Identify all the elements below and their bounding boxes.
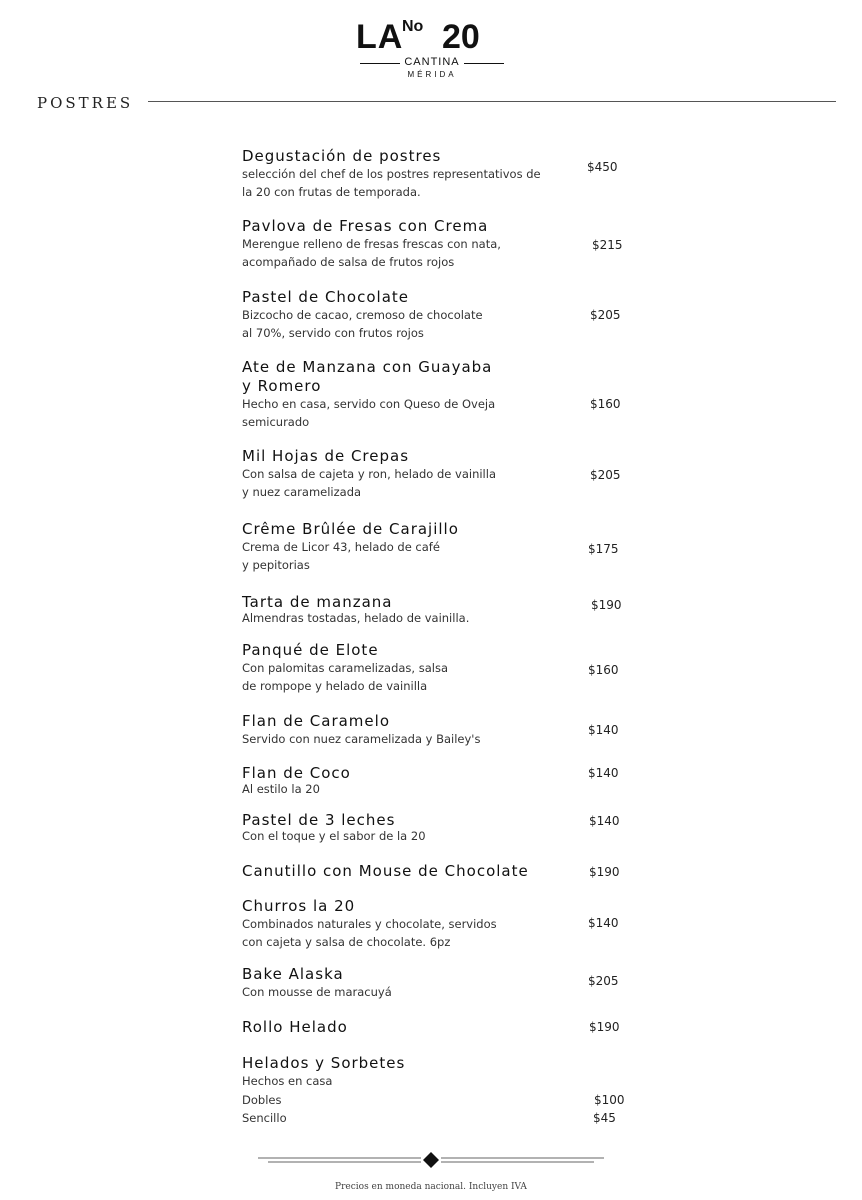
item-price: $160 <box>590 397 621 411</box>
item-description: Hecho en casa, servido con Queso de Oveja <box>242 397 496 411</box>
item-price: $175 <box>588 542 619 556</box>
item-price: $140 <box>588 723 619 737</box>
item-description: y pepitorias <box>242 557 310 572</box>
restaurant-logo <box>356 20 508 82</box>
item-name: Canutillo con Mouse de Chocolate <box>242 862 529 880</box>
item-price: $190 <box>589 865 620 879</box>
item-description: la 20 con frutas de temporada. <box>242 184 421 199</box>
item-name: y Romero <box>242 377 322 395</box>
item-name: Bake Alaska <box>242 965 344 983</box>
menu-item <box>242 147 582 201</box>
menu-item <box>242 1018 582 1037</box>
item-description: selección del chef de los postres representativos de <box>242 167 541 181</box>
item-price: $190 <box>589 1020 620 1034</box>
menu-item <box>242 965 582 1002</box>
menu-item <box>242 712 582 749</box>
item-name: Rollo Helado <box>242 1018 348 1036</box>
item-description: Al estilo la 20 <box>242 782 320 796</box>
item-name: Mil Hojas de Crepas <box>242 447 410 465</box>
item-description: al 70%, servido con frutos rojos <box>242 325 424 340</box>
item-description: y nuez caramelizada <box>242 484 362 499</box>
item-description: con cajeta y salsa de chocolate. 6pz <box>242 934 451 949</box>
item-price: $205 <box>590 308 621 322</box>
item-name: Helados y Sorbetes <box>242 1054 406 1072</box>
menu-item <box>242 288 582 342</box>
item-price: $450 <box>587 160 618 174</box>
logo-city: MÉRIDA <box>407 70 457 79</box>
item-description: Servido con nuez caramelizada y Bailey's <box>242 732 481 746</box>
item-price: $140 <box>589 814 620 828</box>
menu-item <box>242 358 582 431</box>
logo-cantina: CANTINA <box>404 56 460 68</box>
helados-option-price: $45 <box>593 1111 616 1125</box>
item-name: Panqué de Elote <box>242 641 379 659</box>
item-description: acompañado de salsa de frutos rojos <box>242 254 455 269</box>
item-description: Con el toque y el sabor de la 20 <box>242 829 426 843</box>
logo-no: No <box>402 18 424 35</box>
menu-item <box>242 520 582 574</box>
item-name: Crême Brûlée de Carajillo <box>242 520 459 538</box>
item-price: $160 <box>588 663 619 677</box>
item-price: $205 <box>590 468 621 482</box>
item-price: $140 <box>588 766 619 780</box>
item-price: $215 <box>592 238 623 252</box>
menu-item <box>242 593 582 625</box>
item-description: Con palomitas caramelizadas, salsa <box>242 661 449 675</box>
logo-cantina-row <box>356 56 508 70</box>
item-description: de rompope y helado de vainilla <box>242 678 428 693</box>
menu-item <box>242 764 582 796</box>
logo-line-right <box>464 63 504 64</box>
item-name: Churros la 20 <box>242 897 356 915</box>
menu-item <box>242 447 582 501</box>
item-description: Con mousse de maracuyá <box>242 985 392 999</box>
menu-item <box>242 811 582 843</box>
section-title: POSTRES <box>37 94 134 112</box>
item-name: Flan de Coco <box>242 764 351 782</box>
item-description: Con salsa de cajeta y ron, helado de vainilla <box>242 467 496 481</box>
item-name: Pastel de Chocolate <box>242 288 409 306</box>
helados-option-label: Sencillo <box>242 1111 287 1125</box>
item-name: Degustación de postres <box>242 147 442 165</box>
item-description: Combinados naturales y chocolate, servidos <box>242 917 497 931</box>
item-description: Crema de Licor 43, helado de café <box>242 540 440 554</box>
footer-note: Precios en moneda nacional. Incluyen IVA <box>335 1182 527 1192</box>
item-name: Ate de Manzana con Guayaba <box>242 358 493 376</box>
item-name: Pavlova de Fresas con Crema <box>242 217 489 235</box>
helados-option-price: $100 <box>594 1093 625 1107</box>
item-price: $190 <box>591 598 622 612</box>
item-description: Almendras tostadas, helado de vainilla. <box>242 611 470 625</box>
item-description: Merengue relleno de fresas frescas con nata, <box>242 237 501 251</box>
logo-number: 20 <box>442 18 480 56</box>
section-divider <box>148 101 836 102</box>
item-name: Tarta de manzana <box>242 593 393 611</box>
item-description: Bizcocho de cacao, cremoso de chocolate <box>242 308 483 322</box>
menu-item <box>242 1054 582 1091</box>
item-description: Hechos en casa <box>242 1074 333 1088</box>
footer-ornament <box>258 1150 604 1170</box>
item-price: $140 <box>588 916 619 930</box>
menu-item <box>242 217 582 271</box>
item-description: semicurado <box>242 414 310 429</box>
item-name: Flan de Caramelo <box>242 712 390 730</box>
menu-item <box>242 862 582 881</box>
helados-option-label: Dobles <box>242 1093 282 1107</box>
menu-item <box>242 641 582 695</box>
item-name: Pastel de 3 leches <box>242 811 396 829</box>
item-price: $205 <box>588 974 619 988</box>
menu-item <box>242 897 582 951</box>
logo-la: LA <box>356 18 404 56</box>
